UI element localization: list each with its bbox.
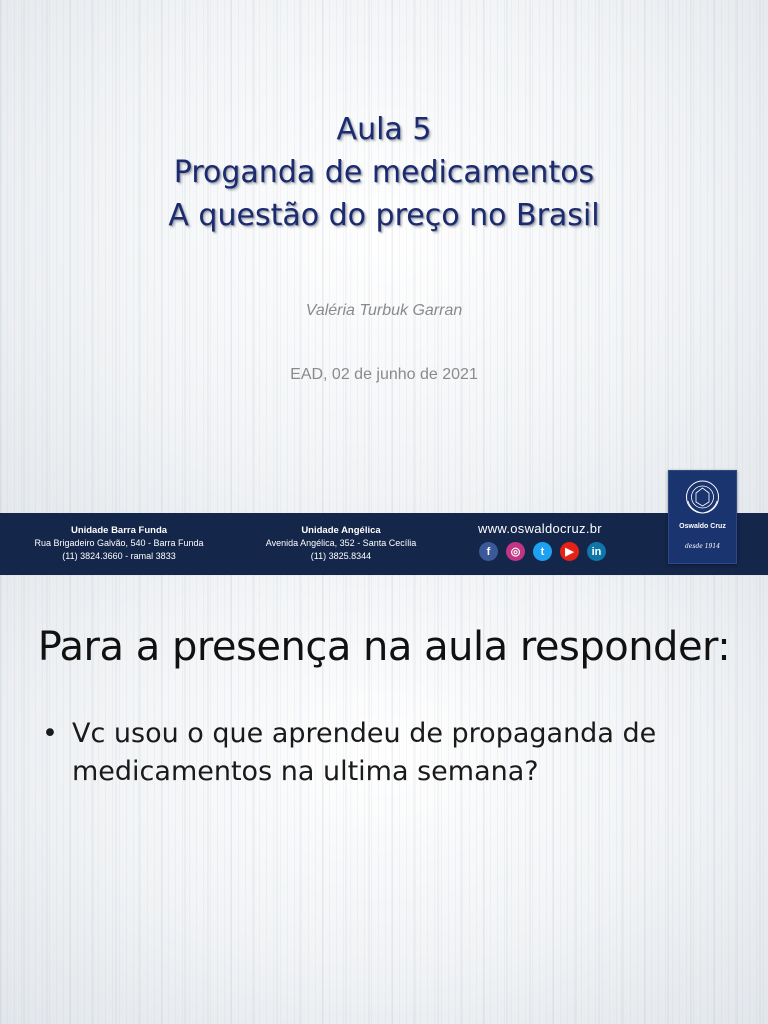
unit-angelica [258,524,424,563]
website-link[interactable]: www.oswaldocruz.br [478,521,602,536]
footer-bar [0,513,768,575]
slide-heading: Para a presença na aula responder: [37,624,731,670]
date: EAD, 02 de junho de 2021 [290,366,478,383]
unit-address: Rua Brigadeiro Galvão, 540 - Barra Funda [34,538,204,548]
oswaldo-cruz-logo [668,470,737,564]
unit-barra-funda [24,524,214,563]
logo-name: Oswaldo Cruz [679,523,726,530]
title-line-1: Aula 5 [336,112,432,147]
twitter-icon[interactable]: t [533,542,552,561]
unit-address: Avenida Angélica, 352 - Santa Cecília [265,538,417,548]
unit-phone: (11) 3825.8344 [310,551,372,561]
youtube-icon[interactable]: ▶ [560,542,579,561]
unit-name: Unidade Barra Funda [70,525,168,536]
title-line-2: Proganda de medicamentos [173,155,595,190]
instagram-icon[interactable]: ◎ [506,542,525,561]
facebook-icon[interactable]: f [479,542,498,561]
slide-title [0,108,768,237]
bullet-icon: • [42,718,58,749]
author: Valéria Turbuk Garran [305,302,463,319]
title-line-3: A questão do preço no Brasil [168,198,600,233]
slide-2 [0,576,768,1024]
bullet-text: Vc usou o que aprendeu de propaganda de medicamentos na ultima semana? [72,718,657,787]
logo-since: desde 1914 [684,543,721,550]
unit-name: Unidade Angélica [301,525,381,536]
unit-phone: (11) 3824.3660 - ramal 3833 [62,551,176,561]
social-icons [479,542,606,561]
crest-icon [669,471,736,523]
linkedin-icon[interactable]: in [587,542,606,561]
bullet-item [42,715,742,791]
